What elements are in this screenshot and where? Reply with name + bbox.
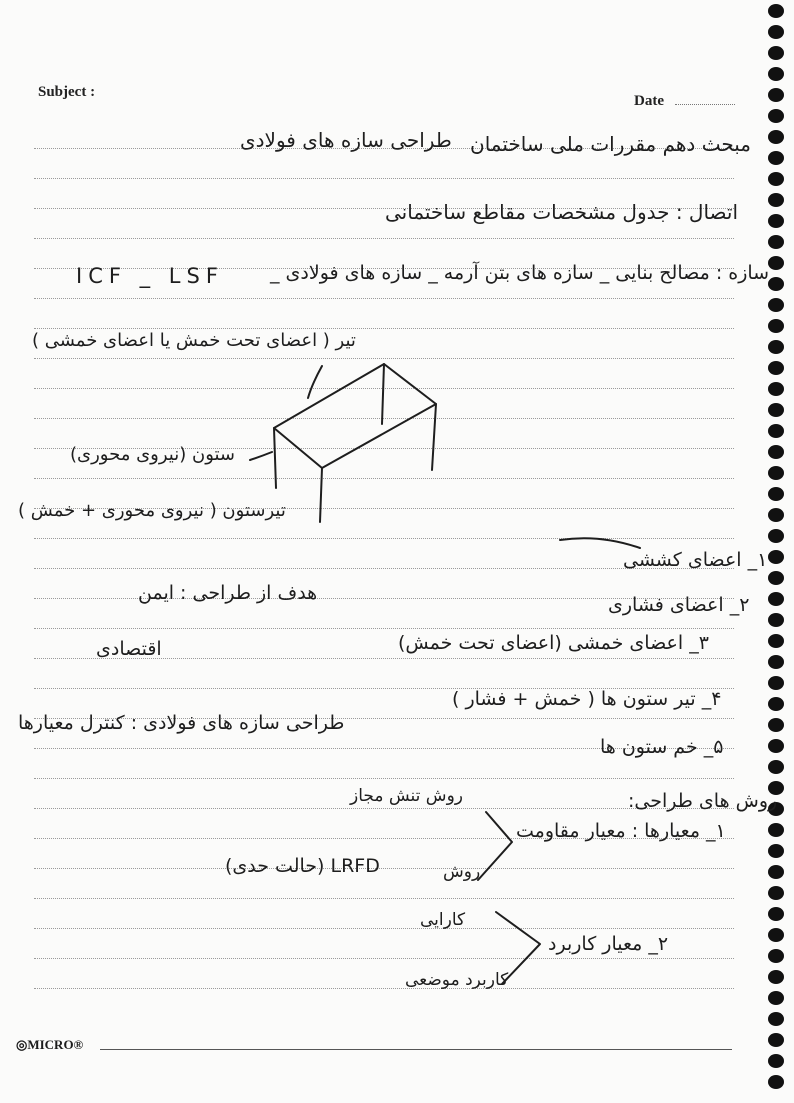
column-label: ستون (نیروی محوری) xyxy=(70,444,236,465)
item-1: ۱_ اعضای کششی xyxy=(623,549,768,571)
structures-line: سازه : مصالح بنایی _ سازه های بتن آرمه _ سازه های فولادی _ xyxy=(270,262,770,284)
design-control: طراحی سازه های فولادی : کنترل معیارها xyxy=(18,712,345,734)
item-4: ۴_ تیر ستون ها ( خمش + فشار ) xyxy=(452,688,722,710)
structures-en: ICF _ LSF xyxy=(76,264,224,288)
tick-mark xyxy=(560,538,640,548)
frame-leg-2 xyxy=(320,468,322,522)
frame-leg-3 xyxy=(382,364,384,424)
beam-column-label: تیرستون ( نیروی محوری + خمش ) xyxy=(18,500,286,521)
frame-leg-1 xyxy=(274,428,276,488)
beam-pointer xyxy=(308,366,322,398)
frame-top xyxy=(274,364,436,468)
methods-heading: روش های طراحی: xyxy=(628,790,778,812)
method-label: روش xyxy=(443,862,481,882)
brace-bottom xyxy=(496,912,540,984)
column-pointer xyxy=(250,452,272,460)
allowable-stress: روش تنش مجاز xyxy=(350,786,463,806)
footer-line xyxy=(100,1049,732,1050)
lrfd-line: LRFD (حالت حدی) xyxy=(225,855,380,877)
subject-label: Subject : xyxy=(38,84,96,100)
economic-label: اقتصادی xyxy=(96,638,162,660)
frame-leg-4 xyxy=(432,404,436,470)
local-label: کاربرد موضعی xyxy=(405,970,509,990)
item-2: ۲_ اعضای فشاری xyxy=(608,594,750,616)
attachment-line: اتصال : جدول مشخصات مقاطع ساختمانی xyxy=(385,200,739,224)
footer-brand: ◎MICRO® xyxy=(16,1037,84,1052)
criteria-1: ۱_ معیارها : معیار مقاومت xyxy=(516,820,726,842)
brace-top xyxy=(478,812,512,880)
item-5: ۵_ خم ستون ها xyxy=(600,736,724,758)
goal-line: هدف از طراحی : ایمن xyxy=(138,582,318,604)
beam-label: تیر ( اعضای تحت خمش یا اعضای خمشی ) xyxy=(32,330,356,351)
item-3: ۳_ اعضای خمشی (اعضای تحت خمش) xyxy=(398,632,709,654)
title-right: مبحث دهم مقررات ملی ساختمان xyxy=(470,132,751,156)
date-label: Date xyxy=(634,93,664,109)
serviceability: کارایی xyxy=(420,910,466,930)
criteria-2: ۲_ معیار کاربرد xyxy=(548,933,669,955)
title-left: طراحی سازه های فولادی xyxy=(240,128,452,152)
